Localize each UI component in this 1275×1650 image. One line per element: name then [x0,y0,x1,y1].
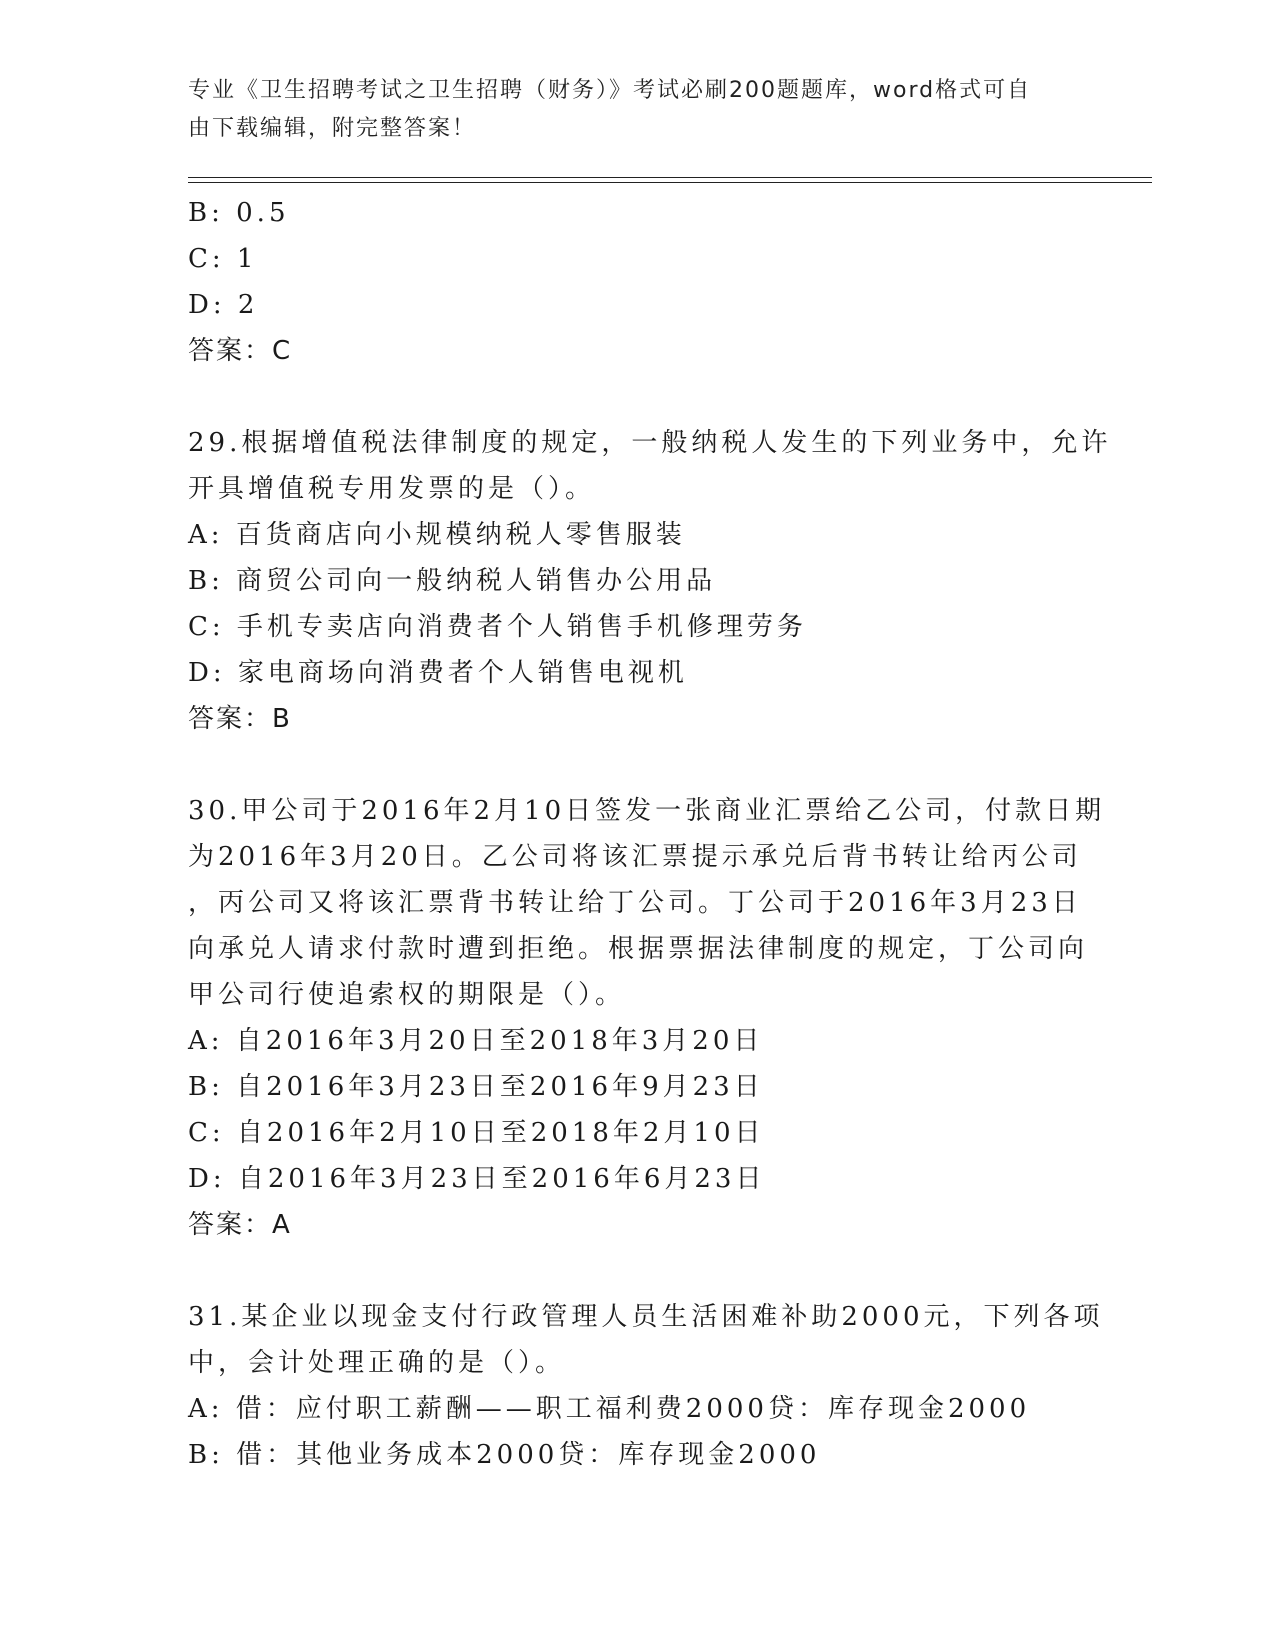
q28-option-c: C: 1 [188,244,258,274]
q30-answer: 答案：A [188,1210,292,1240]
q30-stem-line-4: 向承兑人请求付款时遭到拒绝。根据票据法律制度的规定，丁公司向 [188,934,1089,964]
q29-option-c: C: 手机专卖店向消费者个人销售手机修理劳务 [188,612,807,642]
q29-option-a: A: 百货商店向小规模纳税人零售服装 [188,520,686,550]
q30-option-d: D: 自2016年3月23日至2016年6月23日 [188,1164,766,1194]
q31-stem-line-2: 中，会计处理正确的是（）。 [188,1348,566,1378]
q30-option-c: C: 自2016年2月10日至2018年2月10日 [188,1118,765,1148]
spacer [188,1248,1088,1294]
question-content [188,190,1112,1478]
spacer [188,742,1088,788]
q31-stem-line-1: 31.某企业以现金支付行政管理人员生活困难补助2000元，下列各项 [188,1302,1104,1332]
header-line-1: 专业《卫生招聘考试之卫生招聘（财务）》考试必刷200题题库，word格式可自 [188,78,1032,103]
q29-option-d: D: 家电商场向消费者个人销售电视机 [188,658,688,688]
q31-option-b: B: 借：其他业务成本2000贷：库存现金2000 [188,1440,821,1470]
q30-stem-line-3: ，丙公司又将该汇票背书转让给丁公司。丁公司于2016年3月23日 [188,888,1082,918]
q30-stem-line-5: 甲公司行使追索权的期限是（）。 [188,980,626,1010]
question-28-tail [188,190,1088,374]
document-header [188,72,1068,148]
q29-option-b: B: 商贸公司向一般纳税人销售办公用品 [188,566,717,596]
question-30 [188,788,1106,1248]
header-line-2: 由下载编辑，附完整答案！ [188,116,477,141]
q28-answer: 答案：C [188,336,293,366]
q30-option-a: A: 自2016年3月20日至2018年3月20日 [188,1026,764,1056]
q30-stem-line-1: 30.甲公司于2016年2月10日签发一张商业汇票给乙公司，付款日期 [188,796,1106,826]
question-29 [188,420,1112,742]
header-rule-bottom [188,182,1152,183]
q29-stem-line-1: 29.根据增值税法律制度的规定，一般纳税人发生的下列业务中，允许 [188,428,1112,458]
header-rule-top [188,177,1152,178]
q30-stem-line-2: 为2016年3月20日。乙公司将该汇票提示承兑后背书转让给丙公司 [188,842,1082,872]
q31-option-a: A: 借：应付职工薪酬——职工福利费2000贷：库存现金2000 [188,1394,1031,1424]
question-31 [188,1294,1104,1478]
q29-answer: 答案：B [188,704,292,734]
spacer [188,374,1088,420]
q29-stem-line-2: 开具增值税专用发票的是（）。 [188,474,596,504]
q28-option-b: B: 0.5 [188,198,290,228]
q30-option-b: B: 自2016年3月23日至2016年9月23日 [188,1072,764,1102]
q28-option-d: D: 2 [188,290,259,320]
